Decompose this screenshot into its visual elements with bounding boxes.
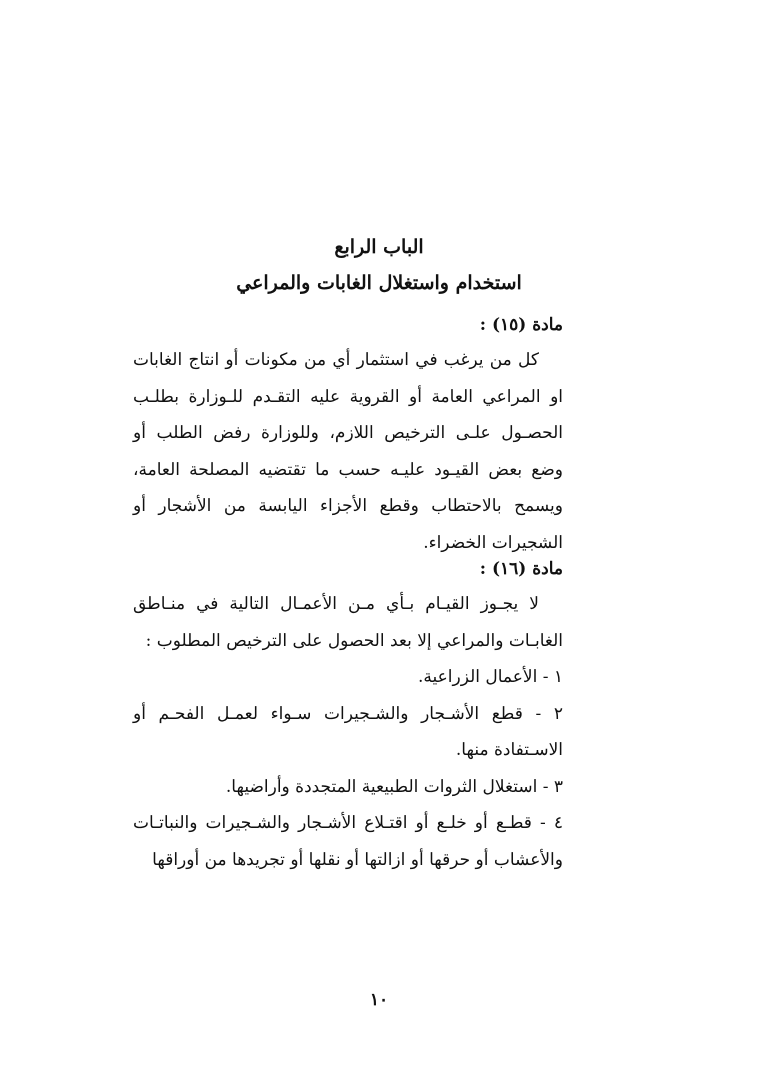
list-item: ٢ - قطع الأشـجار والشـجيرات سـواء لعمـل الفحـم أو الاسـتفادة منها. (133, 703, 563, 760)
article-16-intro: لا يجـوز القيـام بـأي مـن الأعمـال التالية في منـاطق الغابـات والمراعي إلا بعد الحصول على الترخيص المطلوب : (133, 594, 563, 651)
chapter-title: الباب الرابع (334, 236, 424, 258)
article-15-paragraph: كل من يرغب في استثمار أي من مكونات أو انتاج الغابات او المراعي العامة أو القروية عليه التقـدم للـوزارة بطلـب الحصـول علـى الترخيص اللازم، وللوزارة رفض الطلب أو وضع بعض القيـود عليـه حسب ما تقتضيه المصلحة العامة، ويسمح بالاحتطاب وقطع الأجزاء اليابسة من الأشجار أو الشجيرات الخضراء. (133, 350, 563, 553)
article-15 (133, 308, 563, 561)
chapter-subtitle: استخدام واستغلال الغابات والمراعي (236, 272, 522, 294)
list-item: ٣ - استغلال الثروات الطبيعية المتجددة وأراضيها. (225, 776, 563, 797)
article-16-heading: مادة (١٦) : (479, 559, 563, 579)
list-item: ٤ - قطـع أو خلـع أو اقتـلاع الأشـجار والشـجيرات والنباتـات والأعشاب أو حرقها أو ازالتها أو نقلها أو تجريدها من أوراقها (133, 813, 563, 870)
page-number: ١٠ (369, 990, 389, 1010)
list-item: ١ - الأعمال الزراعية. (417, 667, 563, 687)
article-16 (133, 552, 563, 878)
article-15-heading: مادة (١٥) : (479, 315, 563, 335)
